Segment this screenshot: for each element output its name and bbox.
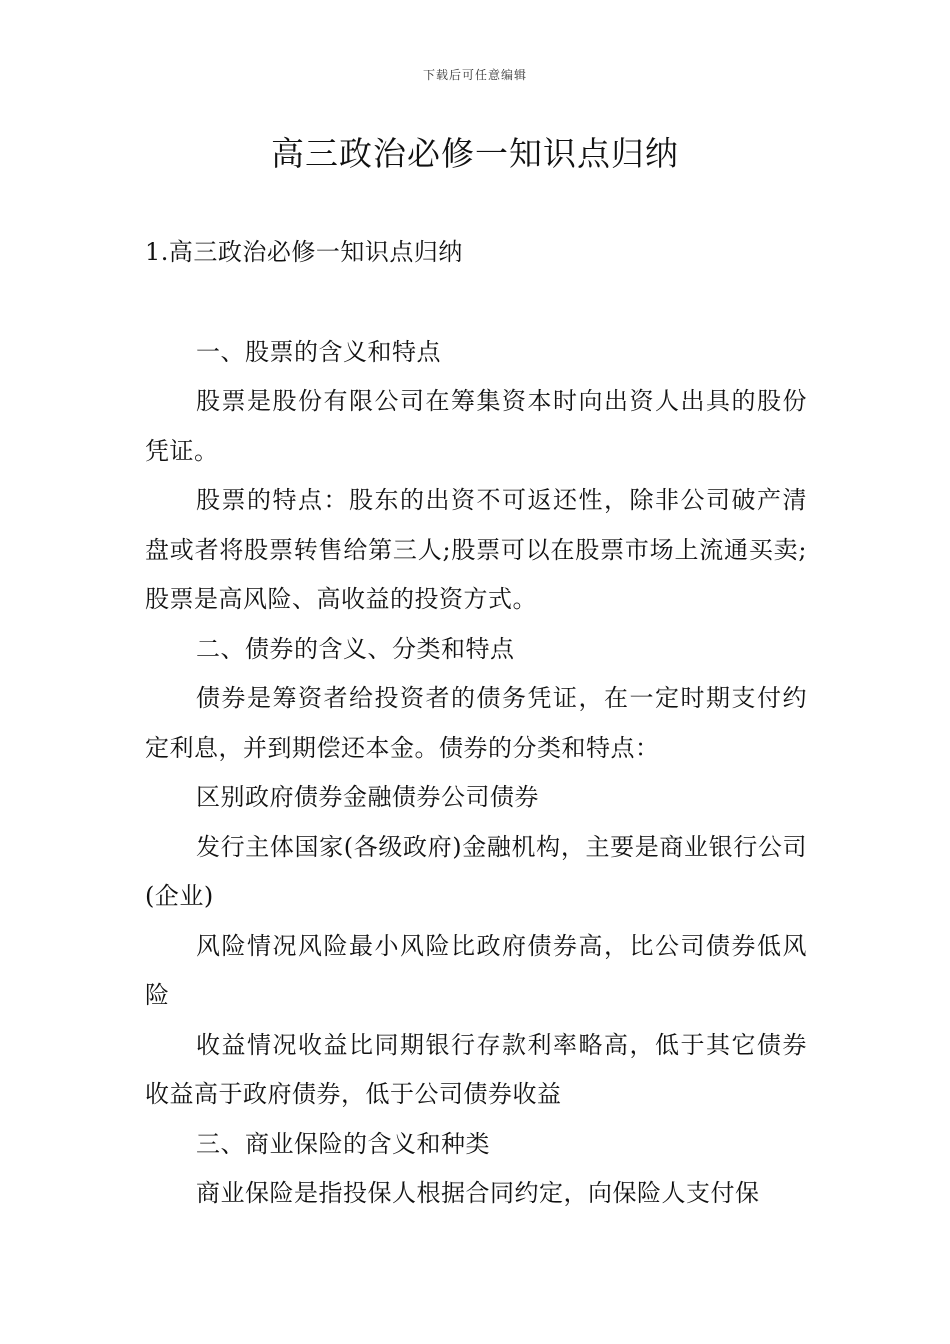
paragraph: 股票是股份有限公司在筹集资本时向出资人出具的股份凭证。	[145, 387, 807, 465]
paragraph: 股票的特点：股东的出资不可返还性，除非公司破产清盘或者将股票转售给第三人;股票可以在股票市场上流通买卖;股票是高风险、高收益的投资方式。	[145, 486, 807, 613]
heading-bonds: 二、债券的含义、分类和特点	[196, 634, 515, 663]
heading-insurance: 三、商业保险的含义和种类	[196, 1129, 490, 1158]
paragraph: 区别政府债券金融债券公司债券	[196, 783, 539, 811]
section-label: 1.高三政治必修一知识点归纳	[145, 238, 463, 266]
paragraph: 商业保险是指投保人根据合同约定，向保险人支付保	[196, 1179, 760, 1207]
heading-stocks: 一、股票的含义和特点	[196, 337, 441, 366]
document-title: 高三政治必修一知识点归纳	[271, 134, 679, 173]
paragraph: 发行主体国家(各级政府)金融机构，主要是商业银行公司(企业)	[145, 832, 807, 910]
paragraph: 收益情况收益比同期银行存款利率略高，低于其它债券收益高于政府债券，低于公司债券收益	[145, 1030, 807, 1108]
paragraph: 风险情况风险最小风险比政府债券高，比公司债券低风险	[145, 931, 807, 1009]
document-body	[145, 228, 807, 1219]
header-note: 下载后可任意编辑	[422, 68, 527, 82]
paragraph: 债券是筹资者给投资者的债务凭证，在一定时期支付约定利息，并到期偿还本金。债券的分类和特点：	[145, 684, 807, 762]
